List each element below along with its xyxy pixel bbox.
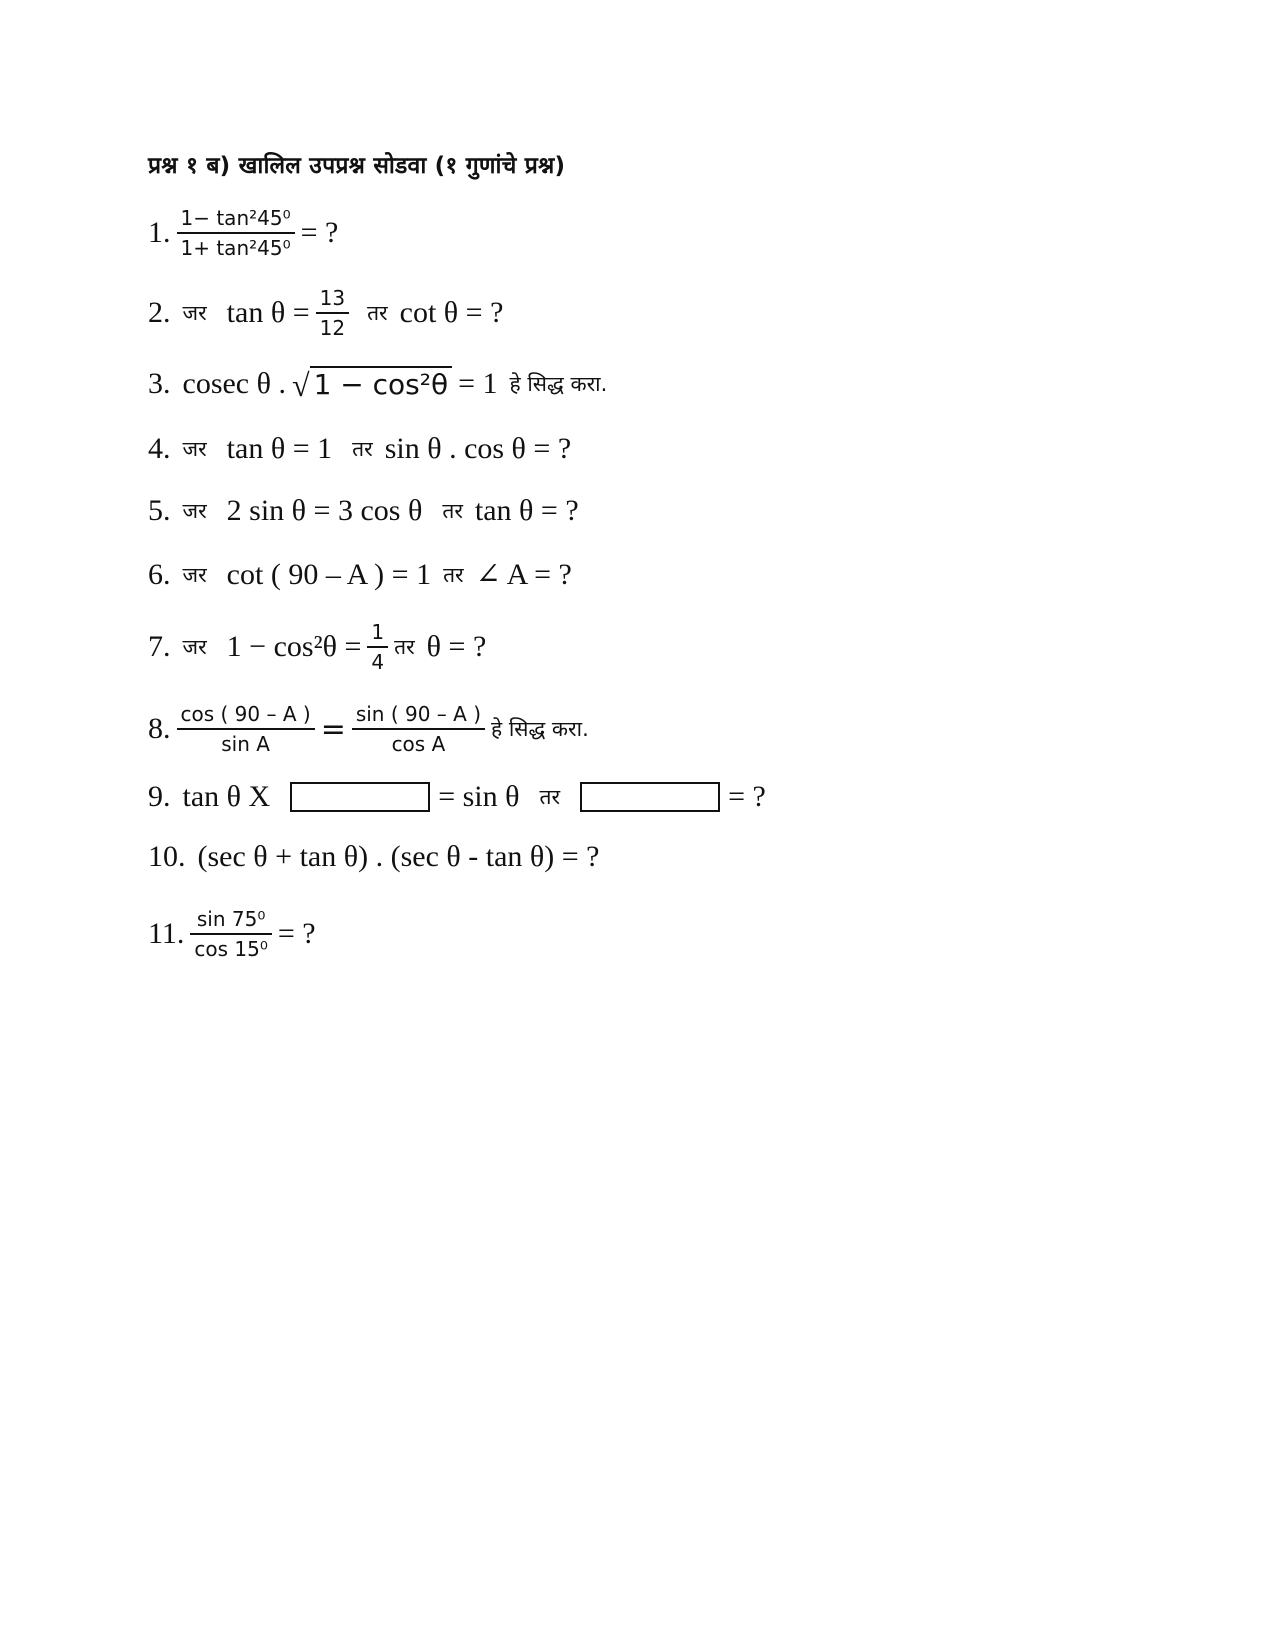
fraction-numerator: sin ( 90 – A ) <box>355 702 482 726</box>
fraction-numerator: cos ( 90 – A ) <box>180 702 311 726</box>
fraction-right <box>352 700 485 758</box>
question-8 <box>148 700 589 758</box>
question-1 <box>148 204 338 262</box>
question-lhs: tan θ X <box>182 780 271 813</box>
question-lhs: cosec θ . <box>182 366 286 400</box>
question-4 <box>148 432 571 466</box>
fraction-numerator: sin 75⁰ <box>196 907 266 931</box>
word-tar: तर <box>539 785 561 809</box>
question-number: 8. <box>148 712 171 745</box>
word-tar: तर <box>442 499 463 523</box>
question-11 <box>148 905 316 963</box>
square-root <box>292 366 452 401</box>
word-jar: जर <box>182 499 207 523</box>
question-number: 2. <box>148 296 171 329</box>
question-rhs: ∠ A = ? <box>475 558 572 591</box>
fraction-numerator: 1 <box>371 620 385 644</box>
word-tar: तर <box>352 437 373 461</box>
fraction <box>316 284 349 342</box>
question-rhs: θ = ? <box>426 630 487 663</box>
question-7 <box>148 618 486 676</box>
radicand: 1 − cos²θ <box>310 366 453 401</box>
equals-sign: = <box>320 711 346 747</box>
question-rhs: = 1 <box>458 366 498 400</box>
prove-note: हे सिद्ध करा. <box>509 371 608 396</box>
question-6 <box>148 557 572 592</box>
fraction-left <box>177 700 315 758</box>
question-number: 9. <box>148 780 171 813</box>
question-lhs: 2 sin θ = 3 cos θ <box>226 494 423 527</box>
question-rhs: cot θ = ? <box>399 296 504 329</box>
question-rest: = ? <box>277 917 316 950</box>
question-mid: = sin θ <box>438 780 520 813</box>
blank-box-2 <box>580 782 720 812</box>
fraction-denominator: cos 15⁰ <box>194 937 268 961</box>
question-lhs: tan θ = 1 <box>226 432 333 465</box>
word-tar: तर <box>443 562 464 587</box>
question-2 <box>148 284 503 342</box>
question-number: 5. <box>148 494 171 527</box>
question-number: 10. <box>148 840 186 873</box>
question-rhs: = ? <box>728 780 766 813</box>
question-number: 1. <box>148 216 171 249</box>
question-lhs: tan θ = <box>226 296 310 329</box>
fraction-numerator: 13 <box>319 286 346 310</box>
question-number: 4. <box>148 432 171 465</box>
question-number: 11. <box>148 917 185 950</box>
question-lhs: 1 − cos²θ = <box>226 630 362 663</box>
fraction-denominator: 4 <box>371 650 385 674</box>
fraction-denominator: sin A <box>221 732 270 756</box>
fraction-denominator: cos A <box>391 732 446 756</box>
fraction <box>190 905 271 963</box>
question-9 <box>148 780 766 814</box>
question-text: (sec θ + tan θ) . (sec θ - tan θ) = ? <box>197 840 600 873</box>
question-rest: = ? <box>300 216 339 249</box>
word-tar: तर <box>394 635 415 659</box>
question-rhs: tan θ = ? <box>474 494 579 527</box>
word-jar: जर <box>182 635 207 659</box>
word-tar: तर <box>367 301 388 325</box>
fraction-denominator: 1+ tan²45⁰ <box>180 236 291 260</box>
question-rhs: sin θ . cos θ = ? <box>384 432 572 465</box>
question-5 <box>148 494 579 528</box>
fraction-numerator: 1− tan²45⁰ <box>180 206 291 230</box>
prove-note: हे सिद्ध करा. <box>491 717 589 741</box>
question-number: 3. <box>148 366 171 400</box>
question-3 <box>148 366 607 401</box>
question-number: 6. <box>148 557 171 591</box>
question-10 <box>148 840 600 874</box>
question-number: 7. <box>148 630 171 663</box>
section-heading: प्रश्न १ ब) खालिल उपप्रश्न सोडवा (१ गुणांचे प्रश्न) <box>148 153 566 179</box>
fraction <box>367 618 388 676</box>
blank-box-1 <box>290 782 430 812</box>
fraction <box>177 204 295 262</box>
fraction-denominator: 12 <box>319 316 346 340</box>
radical-sign: √ <box>292 367 310 403</box>
word-jar: जर <box>182 301 207 325</box>
question-lhs: cot ( 90 – A ) = 1 <box>226 557 432 591</box>
word-jar: जर <box>182 562 207 587</box>
word-jar: जर <box>182 437 207 461</box>
